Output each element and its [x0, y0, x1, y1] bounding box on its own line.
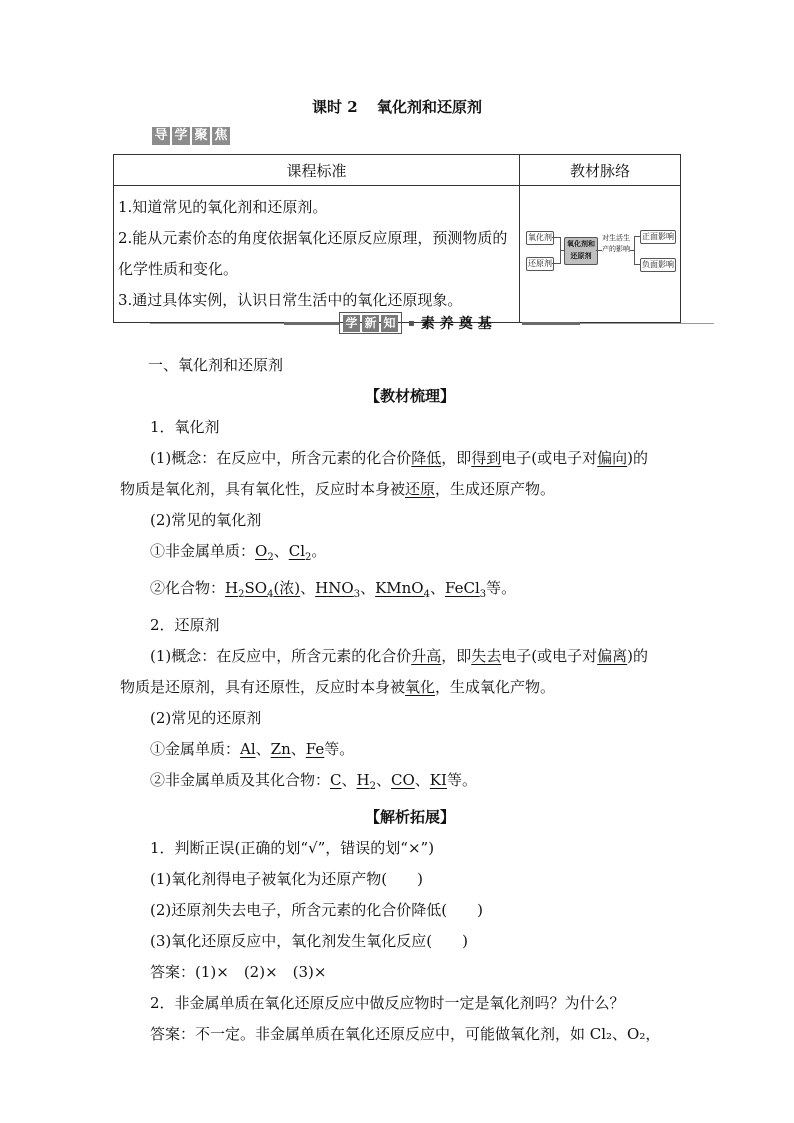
oxidant-common: (2)常见的氧化剂 [150, 511, 262, 529]
col-header-standards: 课程标准 [114, 155, 520, 186]
section-banner [339, 312, 497, 334]
reductant-metal: ①金属单质：Al、Zn、Fe等。 [150, 740, 355, 758]
diagram-node-reductant: 还原剂 [526, 257, 554, 271]
guide-tag-char: 焦 [212, 127, 230, 145]
banner-subtitle: 素养奠基 [420, 316, 497, 332]
question-1-item: (3)氧化还原反应中，氧化剂发生氧化反应( ) [150, 932, 468, 950]
standard-item: 1.知道常见的氧化剂和还原剂。 [118, 198, 328, 216]
section-heading: 一、氧化剂和还原剂 [148, 356, 284, 374]
answer-blank: 失去 [471, 647, 502, 665]
oxidant-title: 1．氧化剂 [150, 418, 220, 436]
guide-tag [152, 127, 230, 145]
answer-blank: 还原 [405, 480, 436, 498]
diagram-node-oxidant: 氧化剂 [526, 231, 554, 245]
guide-tag-char: 导 [152, 127, 170, 145]
question-1-item: (2)还原剂失去电子，所含元素的化合价降低( ) [150, 901, 483, 919]
oxidant-nonmetal: ①非金属单质：$O_2$、$Cl_2$。 [150, 542, 327, 563]
question-2-answer: 答案：不一定。非金属单质在氧化还原反应中，可能做氧化剂，如 Cl₂、O₂， [150, 1025, 661, 1043]
answer-blank: 氧化 [405, 678, 436, 696]
reductant-common: (2)常见的还原剂 [150, 709, 262, 727]
page-title [0, 96, 794, 117]
divider-left-thin [150, 323, 284, 324]
diagram-node-positive: 正面影响 [640, 230, 676, 244]
banner-tag-char: 学 [343, 315, 360, 332]
standard-item: 3.通过具体实例，认识日常生活中的氧化还原现象。 [118, 291, 463, 309]
question-1-answer: 答案：(1)× (2)× (3)× [150, 963, 327, 981]
banner-tag-box [339, 312, 402, 334]
standards-list [114, 186, 519, 322]
reductant-nonmetal: ②非金属单质及其化合物：C、$H_2$、CO、KI等。 [150, 771, 477, 792]
divider-right-thick [522, 322, 580, 325]
standards-table [113, 154, 681, 323]
question-1: 1．判断正误(正确的划“√”，错误的划“×”) [150, 839, 435, 857]
answer-blank: 降低 [411, 449, 442, 467]
reductant-title: 2．还原剂 [150, 616, 220, 634]
reductant-concept: (1)概念：在反应中，所含元素的化合价升高，即失去电子(或电子对偏离)的 [150, 647, 649, 665]
reductant-concept-cont: 物质是还原剂，具有还原性，反应时本身被氧化，生成氧化产物。 [120, 678, 556, 696]
answer-blank: 得到 [471, 449, 502, 467]
banner-dot: ▪ [408, 317, 415, 329]
main-content [120, 350, 680, 1050]
diagram-node-negative: 负面影响 [640, 258, 676, 272]
divider-right-thin [580, 323, 714, 324]
answer-blank: 升高 [411, 647, 442, 665]
question-1-item: (1)氧化剂得电子被氧化为还原产物( ) [150, 870, 423, 888]
diagram-node-center: 氧化剂和还原剂 [564, 237, 598, 265]
lesson-title: 氧化剂和还原剂 [376, 98, 482, 116]
answer-blank: 偏离 [597, 647, 628, 665]
lesson-number: 课时 2 [312, 98, 358, 116]
answer-blank: 偏向 [597, 449, 628, 467]
diagram-node-impact: 对生活生产的影响 [602, 233, 630, 269]
banner-tag-char: 新 [362, 315, 379, 332]
divider-left-thick [284, 322, 340, 325]
question-2: 2．非金属单质在氧化还原反应中做反应物时一定是氧化剂吗？为什么？ [150, 994, 625, 1012]
sort-heading: 【教材梳理】 [364, 387, 455, 405]
col-header-outline: 教材脉络 [520, 155, 681, 186]
banner-tag-char: 知 [381, 315, 398, 332]
oxidant-concept: (1)概念：在反应中，所含元素的化合价降低，即得到电子(或电子对偏向)的 [150, 449, 649, 467]
analysis-heading: 【解析拓展】 [364, 808, 455, 826]
outline-diagram [520, 191, 680, 317]
oxidant-concept-cont: 物质是氧化剂，具有氧化性，反应时本身被还原，生成还原产物。 [120, 480, 556, 498]
standard-item: 2.能从元素价态的角度依据氧化还原反应原理，预测物质的化学性质和变化。 [118, 229, 508, 278]
guide-tag-char: 学 [172, 127, 190, 145]
guide-tag-char: 聚 [192, 127, 210, 145]
oxidant-compound: ②化合物：$H_2SO_4$(浓)、$HNO_3$、KMnO$_4$、FeCl$_3$等。 [150, 579, 517, 600]
